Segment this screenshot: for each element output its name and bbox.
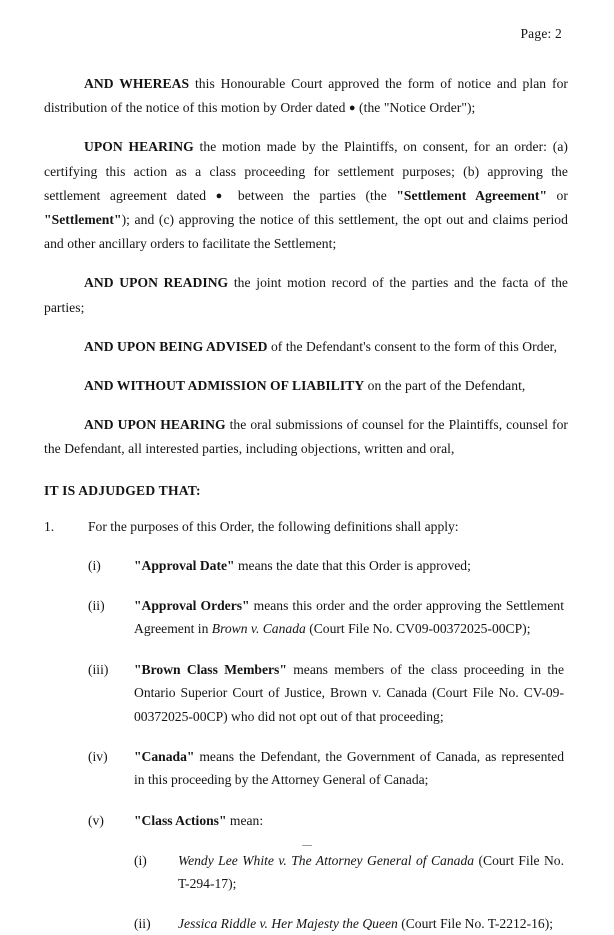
- paragraph-upon-being-advised: [44, 335, 568, 359]
- definition-marker-iv: (iv): [88, 748, 108, 764]
- definition-item-canada: [44, 745, 568, 792]
- definition-body-brown-class-members: [134, 658, 568, 728]
- paragraph-upon-hearing-oral: [44, 413, 568, 461]
- definition-body-approval-date: [134, 554, 568, 577]
- bullet-placeholder-icon: ●: [348, 102, 356, 115]
- definition-text-brown-class-members: means members of the class proceeding in the Ontario Superior Court of Justice, Brown v. Canada (Court File No. CV-09-00372025-00CP) who did not opt out of that proceeding;: [134, 661, 565, 724]
- definition-body-approval-orders: [134, 594, 568, 641]
- case-name-brown-v-canada: Brown v. Canada: [211, 621, 306, 637]
- definition-item-approval-date: [44, 554, 568, 577]
- paragraph-upon-being-advised-lead: AND UPON BEING ADVISED: [84, 338, 268, 354]
- paragraph-upon-hearing-text-1: the motion made by the Plaintiffs, on consent, for an order: (a) certifying this action as a class proceeding for settlement purposes; (b) approving the settlement agreement dated: [44, 139, 569, 203]
- ordered-item-1: [44, 515, 568, 539]
- class-action-item-white: [44, 849, 568, 896]
- definition-body-class-actions: [134, 809, 568, 832]
- definition-item-approval-orders: [44, 594, 568, 641]
- definition-marker-v: (v): [88, 812, 104, 828]
- paragraph-without-admission: [44, 374, 568, 398]
- class-action-file-no-riddle: (Court File No. T-2212-16);: [397, 915, 554, 931]
- paragraph-whereas-lead: AND WHEREAS: [84, 76, 190, 91]
- class-action-body-riddle: [178, 912, 568, 935]
- paragraph-upon-reading-text: the joint motion record of the parties and the facta of the parties;: [44, 275, 568, 315]
- definition-marker-iii: (iii): [88, 661, 109, 677]
- class-action-file-no-white: (Court File No. T-294-17);: [178, 853, 564, 892]
- term-settlement-agreement: "Settlement Agreement": [396, 187, 548, 203]
- definition-item-brown-class-members: [44, 658, 568, 728]
- paragraph-whereas-text-before: this Honourable Court approved the form of notice and plan for distribution of the notice of this motion by Order dated: [44, 76, 569, 116]
- paragraph-upon-hearing-text-3: or: [547, 187, 568, 203]
- paragraph-without-admission-text: on the part of the Defendant,: [364, 377, 526, 393]
- definition-marker-i: (i): [88, 557, 101, 573]
- definition-term-approval-orders: "Approval Orders": [134, 598, 250, 613]
- definition-text-approval-orders-1: means this order and the order approving the Settlement Agreement in: [134, 598, 564, 637]
- class-action-marker-i: (i): [134, 853, 147, 868]
- paragraph-upon-hearing-text-2: between the parties (the: [228, 187, 397, 203]
- page-number-label: Page: 2: [520, 26, 562, 41]
- definition-marker-ii: (ii): [88, 598, 105, 613]
- paragraph-upon-hearing-oral-text: the oral submissions of counsel for the Plaintiffs, counsel for the Defendant, all interested parties, including objections, written and oral,: [44, 417, 569, 457]
- definition-term-class-actions: "Class Actions": [134, 812, 227, 828]
- paragraph-whereas-text-after: (the "Notice Order");: [355, 100, 476, 116]
- definition-text-approval-date: means the date that this Order is approved;: [234, 557, 471, 573]
- definition-term-brown-class-members: "Brown Class Members": [134, 661, 287, 677]
- definition-body-canada: [134, 745, 568, 792]
- section-heading-adjudged: IT IS ADJUDGED THAT:: [44, 483, 201, 499]
- paragraph-without-admission-lead: AND WITHOUT ADMISSION OF LIABILITY: [84, 377, 365, 393]
- paragraph-upon-being-advised-text: of the Defendant's consent to the form of this Order,: [267, 338, 558, 354]
- ordered-item-1-number: 1.: [44, 519, 55, 535]
- definition-term-approval-date: "Approval Date": [134, 557, 235, 573]
- page-footer-mark: [302, 845, 312, 846]
- bullet-placeholder-icon: ●: [215, 189, 229, 202]
- term-settlement: "Settlement": [44, 211, 122, 227]
- paragraph-upon-reading-lead: AND UPON READING: [84, 275, 229, 291]
- definition-text-class-actions: mean:: [226, 812, 264, 828]
- definition-term-canada: "Canada": [134, 748, 195, 764]
- paragraph-upon-hearing-lead: UPON HEARING: [84, 139, 194, 155]
- class-action-case-name-riddle: Jessica Riddle v. Her Majesty the Queen: [178, 915, 398, 931]
- definition-text-approval-orders-2: (Court File No. CV09-00372025-00CP);: [305, 621, 531, 637]
- paragraph-upon-hearing-text-4: ); and (c) approving the notice of this settlement, the opt out and claims period and other ancillary orders to facilitate the Settlement;: [44, 211, 568, 252]
- paragraph-upon-hearing-oral-lead: AND UPON HEARING: [84, 417, 226, 433]
- paragraph-upon-hearing-motion: [44, 135, 568, 256]
- class-action-item-riddle: [44, 912, 568, 935]
- definition-text-canada: means the Defendant, the Government of Canada, as represented in this proceeding by the Attorney General of Canada;: [134, 748, 564, 788]
- ordered-item-1-text: For the purposes of this Order, the following definitions shall apply:: [88, 519, 459, 535]
- class-action-body-white: [178, 849, 568, 896]
- class-action-case-name-white: Wendy Lee White v. The Attorney General of Canada: [178, 853, 475, 868]
- definitions-list: [44, 554, 568, 935]
- paragraph-upon-reading: [44, 271, 568, 319]
- class-action-marker-ii: (ii): [134, 915, 151, 931]
- paragraph-whereas: [44, 72, 568, 120]
- definition-item-class-actions: [44, 809, 568, 832]
